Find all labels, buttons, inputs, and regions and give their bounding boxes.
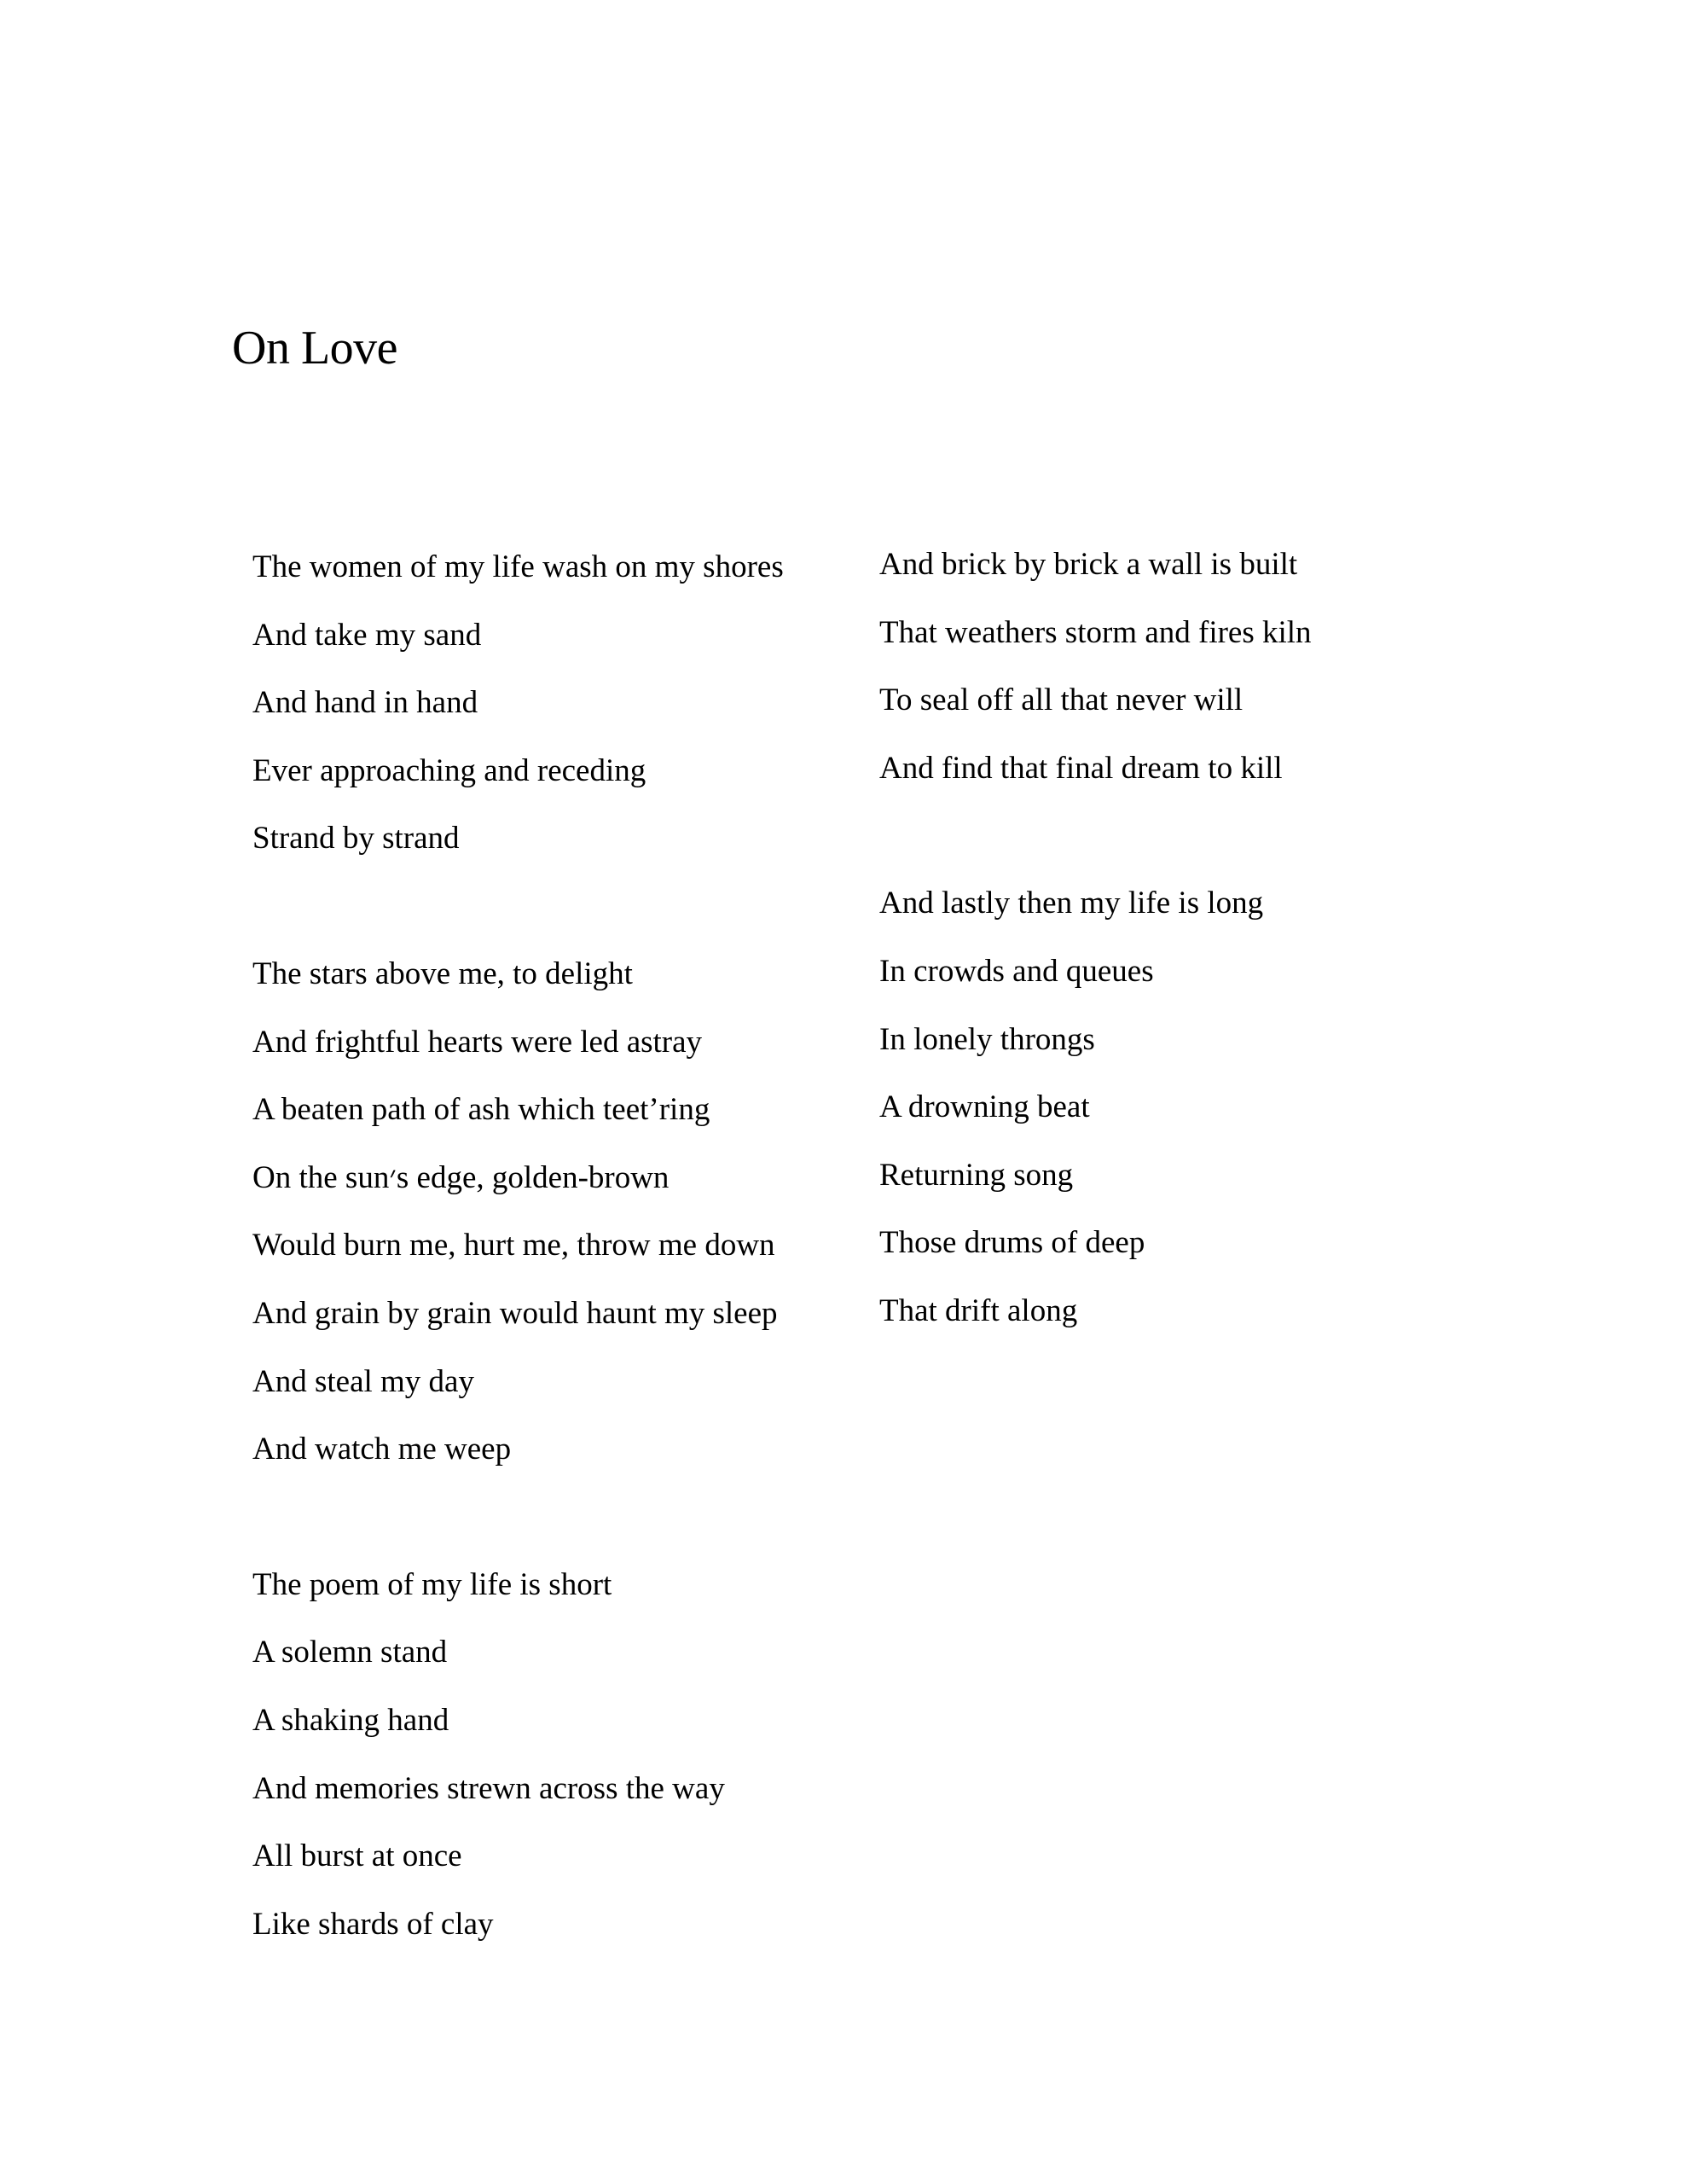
poem-line: And grain by grain would haunt my sleep bbox=[252, 1295, 778, 1331]
poem-line: That weathers storm and fires kiln bbox=[879, 614, 1312, 650]
poem-line: And watch me weep bbox=[252, 1432, 512, 1467]
right-column bbox=[879, 531, 1312, 1413]
poem-line: And find that final dream to kill bbox=[879, 750, 1283, 786]
poem-title: On Love bbox=[232, 322, 398, 375]
poem-line: And frightful hearts were led astray bbox=[252, 1024, 703, 1060]
poem-line: A solemn stand bbox=[252, 1635, 448, 1670]
poem-line: All burst at once bbox=[252, 1838, 462, 1874]
poem-line: That drift along bbox=[879, 1292, 1078, 1328]
poem-line: Strand by strand bbox=[252, 821, 460, 857]
poem-line: And take my sand bbox=[252, 617, 482, 653]
poem-line: And brick by brick a wall is built bbox=[879, 547, 1298, 582]
stanza bbox=[252, 533, 784, 873]
left-column bbox=[252, 533, 784, 2025]
poem-line: In crowds and queues bbox=[879, 953, 1154, 989]
poem-line: To seal off all that never will bbox=[879, 682, 1244, 718]
poem-line: In lonely throngs bbox=[879, 1021, 1095, 1057]
poem-line: And hand in hand bbox=[252, 685, 478, 721]
poem-line: A shaking hand bbox=[252, 1702, 449, 1738]
stanza bbox=[252, 940, 784, 1484]
poem-line: And memories strewn across the way bbox=[252, 1770, 725, 1806]
poem-line: And lastly then my life is long bbox=[879, 886, 1264, 921]
stanza bbox=[879, 869, 1312, 1345]
poem-line: Returning song bbox=[879, 1157, 1074, 1193]
stanza bbox=[252, 1551, 784, 1959]
poem-line: Ever approaching and receding bbox=[252, 752, 646, 788]
poem-line: A beaten path of ash which teet’ring bbox=[252, 1092, 710, 1128]
poem-line: Those drums of deep bbox=[879, 1225, 1145, 1261]
poem-line: And steal my day bbox=[252, 1363, 474, 1399]
poem-line: Would burn me, hurt me, throw me down bbox=[252, 1228, 775, 1263]
poem-line: The stars above me, to delight bbox=[252, 956, 633, 991]
poem-line: A drowning beat bbox=[879, 1089, 1090, 1125]
poem-line: The poem of my life is short bbox=[252, 1566, 612, 1602]
poem-line: On the sun׳s edge, golden-brown bbox=[252, 1159, 670, 1195]
stanza bbox=[879, 531, 1312, 802]
poem-line: Like shards of clay bbox=[252, 1906, 494, 1942]
poem-line: The women of my life wash on my shores bbox=[252, 549, 784, 584]
